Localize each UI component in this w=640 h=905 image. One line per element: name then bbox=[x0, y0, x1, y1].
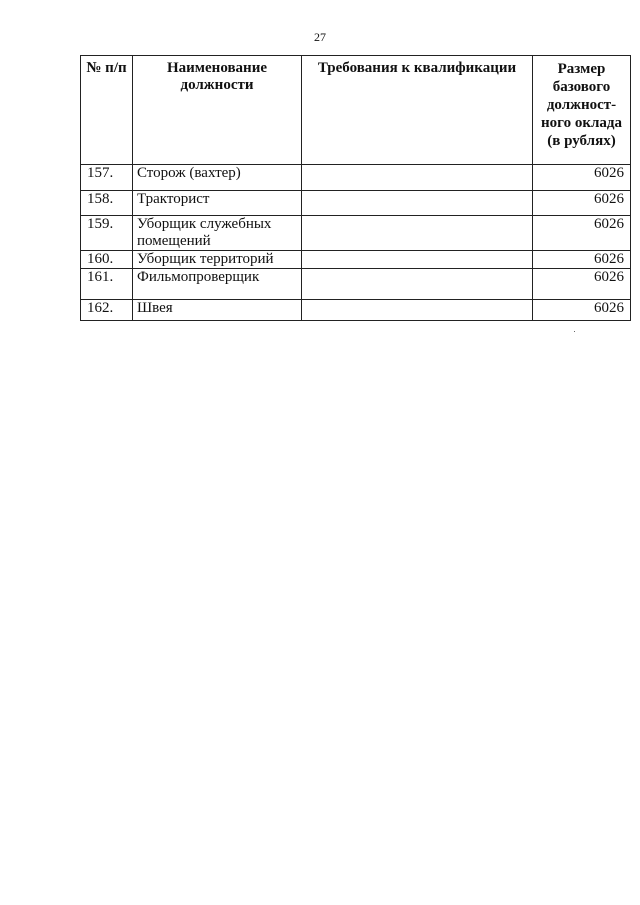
header-base-salary: Размер базового должност-ного оклада (в рублях) bbox=[533, 56, 631, 165]
header-position-name: Наименование должности bbox=[133, 56, 302, 165]
row-position-name: Тракторист bbox=[133, 191, 302, 216]
scan-speck bbox=[574, 331, 575, 332]
header-qualification-requirements: Требования к квалификации bbox=[302, 56, 533, 165]
row-requirements bbox=[302, 269, 533, 300]
row-salary: 6026 bbox=[533, 216, 631, 251]
row-position-name: Швея bbox=[133, 300, 302, 321]
page-number: 27 bbox=[314, 30, 326, 44]
table-header-row bbox=[81, 56, 631, 165]
row-number: 158. bbox=[81, 191, 133, 216]
row-requirements bbox=[302, 300, 533, 321]
row-requirements bbox=[302, 251, 533, 269]
table-row bbox=[81, 216, 631, 251]
row-requirements bbox=[302, 191, 533, 216]
row-number: 159. bbox=[81, 216, 133, 251]
row-requirements bbox=[302, 216, 533, 251]
positions-salary-table bbox=[80, 55, 631, 321]
table-row bbox=[81, 165, 631, 191]
row-number: 160. bbox=[81, 251, 133, 269]
row-position-name: Фильмопроверщик bbox=[133, 269, 302, 300]
table-row bbox=[81, 300, 631, 321]
row-salary: 6026 bbox=[533, 191, 631, 216]
row-salary: 6026 bbox=[533, 165, 631, 191]
row-requirements bbox=[302, 165, 533, 191]
row-salary: 6026 bbox=[533, 269, 631, 300]
row-position-name: Уборщик территорий bbox=[133, 251, 302, 269]
row-salary: 6026 bbox=[533, 300, 631, 321]
table-row bbox=[81, 269, 631, 300]
row-salary: 6026 bbox=[533, 251, 631, 269]
row-number: 162. bbox=[81, 300, 133, 321]
row-position-name: Уборщик служебных помещений bbox=[133, 216, 302, 251]
table-row bbox=[81, 251, 631, 269]
row-number: 157. bbox=[81, 165, 133, 191]
header-number: № п/п bbox=[81, 56, 133, 165]
row-position-name: Сторож (вахтер) bbox=[133, 165, 302, 191]
row-number: 161. bbox=[81, 269, 133, 300]
table-row bbox=[81, 191, 631, 216]
